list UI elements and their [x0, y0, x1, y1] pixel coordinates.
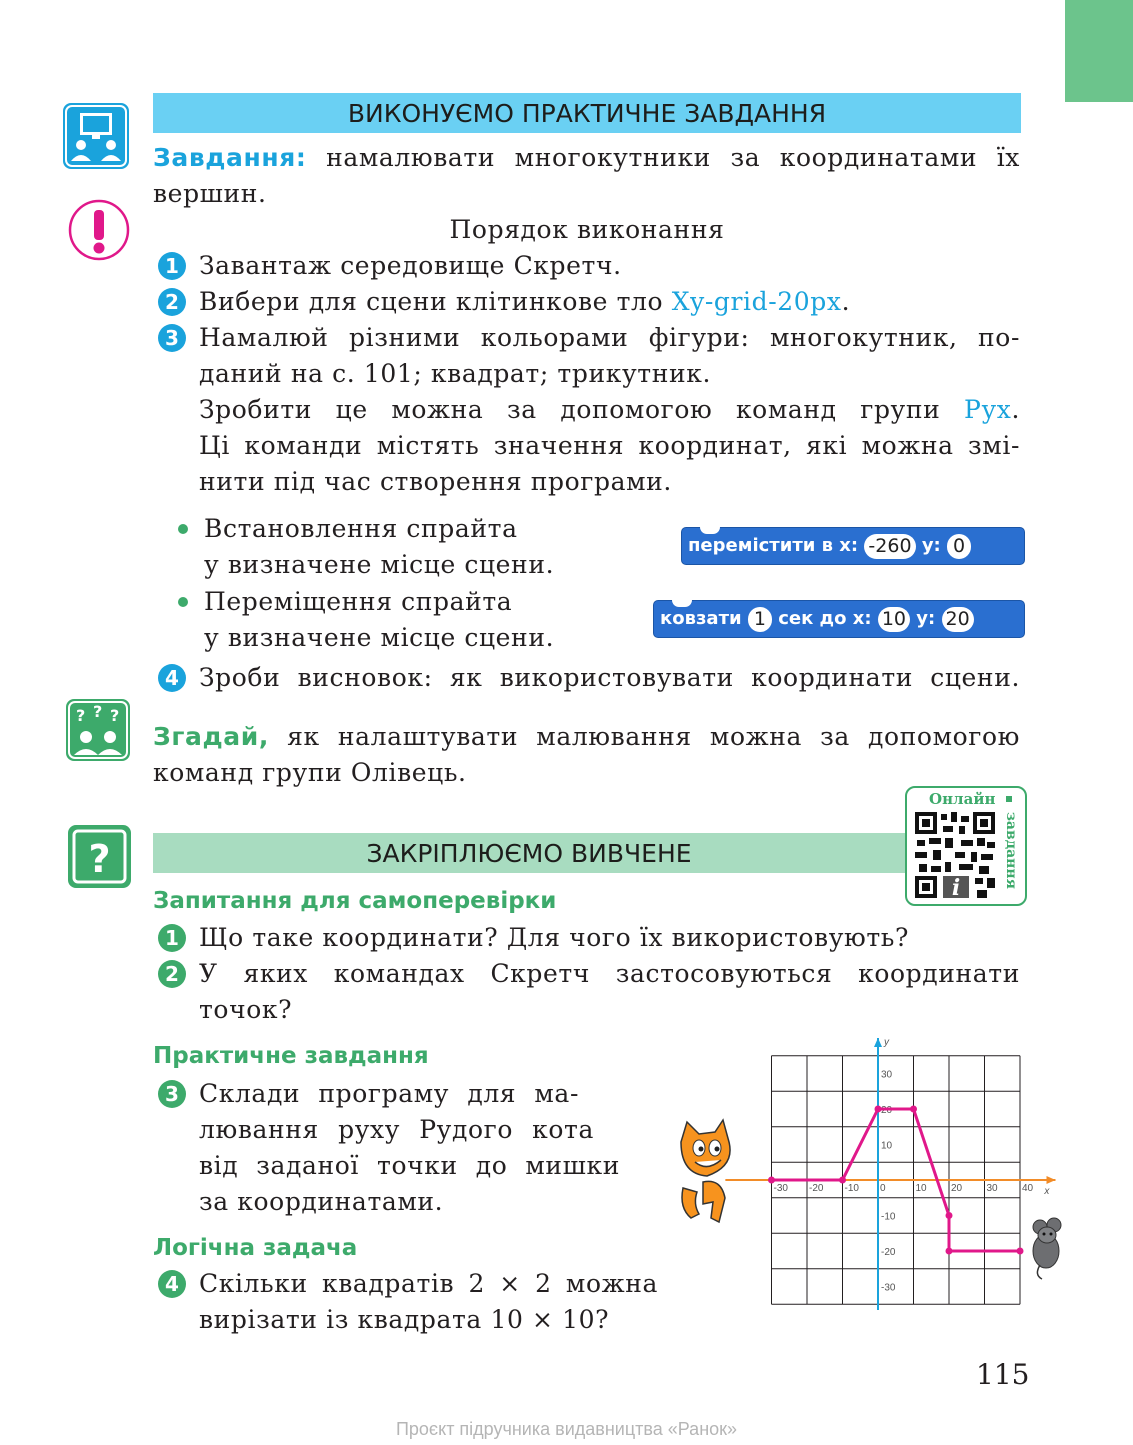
path-point	[839, 1177, 846, 1184]
corner-tab	[1065, 0, 1133, 102]
y-axis-label: y	[884, 1037, 889, 1049]
logic-line-1: Скільки квадратів 2 × 2 можна	[199, 1269, 658, 1298]
svg-text:?: ?	[110, 706, 120, 725]
path-point	[768, 1177, 775, 1184]
question-icon	[67, 824, 132, 889]
bullet-dot	[178, 597, 188, 607]
step-number-2: 2	[158, 288, 186, 316]
question-number-1: 1	[158, 924, 186, 952]
step-3-line-3-post: .	[1011, 395, 1021, 424]
goto-label: перемістити в x:	[688, 535, 859, 556]
y-axis-arrow	[874, 1038, 882, 1047]
bullet-dot	[178, 524, 188, 534]
goto-x-value: -260	[864, 534, 915, 559]
question-number-2: 2	[158, 960, 186, 988]
bullet-2-line-2: у визначене місце сцени.	[204, 623, 555, 652]
glide-x-label: сек до x:	[778, 608, 872, 629]
y-tick-label: -10	[881, 1211, 896, 1223]
section-banner-practical: ВИКОНУЄМО ПРАКТИЧНЕ ЗАВДАННЯ	[153, 93, 1021, 133]
logic-heading: Логічна задача	[153, 1235, 358, 1261]
step-number-4: 4	[158, 664, 186, 692]
question-1-text: Що таке координати? Для чого їх використовують?	[199, 923, 910, 952]
selfcheck-heading: Запитання для самоперевірки	[153, 888, 557, 914]
svg-text:?: ?	[76, 706, 86, 725]
path-point	[1017, 1248, 1024, 1255]
y-tick-label: 20	[881, 1105, 893, 1116]
online-label: Онлайн	[929, 790, 996, 808]
goto-y-value: 0	[947, 534, 971, 559]
x-tick-label: 10	[915, 1183, 927, 1194]
footer-note: Проєкт підручника видавництва «Ранок»	[395, 1419, 738, 1439]
step-number-3: 3	[158, 324, 186, 352]
x-tick-label: 40	[1022, 1183, 1034, 1194]
step-1-text: Завантаж середовище Скретч.	[199, 251, 622, 280]
step-3-line-1: Намалюй різними кольорами фігури: многокутник, по-	[199, 323, 1020, 352]
x-axis-label: x	[1044, 1186, 1050, 1197]
bullet-1-line-2: у визначене місце сцени.	[204, 550, 555, 579]
question-2-line-1: У яких командах Скретч застосовуються координати	[199, 959, 1020, 988]
remember-line-1	[153, 719, 1020, 755]
exclamation-icon	[68, 199, 130, 261]
task-label: Завдання:	[153, 143, 307, 172]
x-tick-label: 30	[986, 1183, 998, 1194]
practical-line-2: лювання руху Рудого кота	[199, 1115, 594, 1144]
y-tick-label: -30	[881, 1282, 896, 1294]
tick-labels	[774, 1037, 1051, 1293]
x-tick-label: -10	[844, 1183, 859, 1194]
cat-sprite-icon	[681, 1120, 730, 1222]
remember-line-2: команд групи Олівець.	[153, 758, 467, 787]
glide-secs-value: 1	[748, 607, 772, 632]
y-tick-label: -20	[881, 1247, 896, 1258]
y-tick-label: 10	[881, 1140, 893, 1152]
mouse-sprite-icon	[1033, 1218, 1061, 1279]
goto-y-label: y:	[921, 535, 941, 556]
order-title: Порядок виконання	[449, 215, 725, 244]
glide-y-label: y:	[916, 608, 936, 629]
block-notch	[700, 527, 720, 534]
practical-line-3: від заданої точки до мишки	[199, 1151, 620, 1180]
online-side-label: завдання	[1003, 812, 1019, 889]
motion-group-link: Рух	[964, 395, 1012, 424]
online-task-qr-box[interactable]	[905, 786, 1027, 906]
path-point	[910, 1106, 917, 1113]
path-point	[946, 1248, 953, 1255]
step-3-line-5: нити під час створення програми.	[199, 467, 672, 496]
path-point	[875, 1106, 882, 1113]
step-3-line-2: даний на с. 101; квадрат; трикутник.	[199, 359, 711, 388]
path-point	[946, 1212, 953, 1219]
remember-text: як налаштувати малювання можна за допомогою	[287, 722, 1020, 751]
practical-line-4: за координатами.	[199, 1187, 444, 1216]
question-number-3: 3	[158, 1080, 186, 1108]
question-number-4: 4	[158, 1270, 186, 1298]
step-2-pre: Вибери для сцени клітинкове тло	[199, 287, 664, 316]
step-3-line-3	[199, 392, 1020, 428]
step-3-line-3-pre: Зробити це можна за допомогою команд групи	[199, 395, 941, 424]
practical-heading: Практичне завдання	[153, 1043, 429, 1069]
x-axis-arrow	[1047, 1176, 1056, 1184]
qr-code-icon	[915, 812, 995, 898]
bullet-2-line-1: Переміщення спрайта	[204, 587, 513, 616]
glide-y-value: 20	[942, 607, 974, 632]
task-line-2: вершин.	[153, 179, 267, 208]
section-banner-review: ЗАКРІПЛЮЄМО ВИВЧЕНЕ	[153, 833, 905, 873]
x-tick-label: 0	[880, 1183, 886, 1194]
coordinate-chart	[665, 1030, 1075, 1310]
task-line-1	[153, 140, 1020, 176]
practical-line-1: Склади програму для ма-	[199, 1079, 579, 1108]
backdrop-name-link: Xy-grid-20px	[671, 287, 842, 316]
step-3-line-4: Ці команди містять значення координат, які можна змі-	[199, 431, 1020, 460]
svg-text:?: ?	[93, 702, 103, 721]
step-2-post: .	[841, 287, 851, 316]
svg-text:?: ?	[88, 837, 111, 881]
glide-block	[653, 600, 1025, 638]
logic-line-2: вирізати із квадрата 10 × 10?	[199, 1305, 610, 1334]
question-2-line-2: точок?	[199, 995, 293, 1024]
x-tick-label: 20	[951, 1183, 963, 1194]
step-4-text: Зроби висновок: як використовувати координати сцени.	[199, 663, 1020, 692]
step-2-text	[199, 284, 850, 320]
x-tick-label: -30	[773, 1183, 788, 1194]
task-text: намалювати многокутники за координатами їх	[326, 143, 1020, 172]
thinking-pupils-icon	[66, 699, 130, 761]
goto-xy-block	[681, 527, 1025, 565]
remember-label: Згадай,	[153, 722, 269, 751]
step-number-1: 1	[158, 252, 186, 280]
glide-label: ковзати	[660, 608, 742, 629]
online-dot	[1006, 796, 1012, 802]
x-tick-label: -20	[809, 1183, 824, 1194]
computer-class-icon	[63, 103, 129, 169]
y-tick-label: 30	[881, 1069, 893, 1081]
glide-x-value: 10	[878, 607, 910, 632]
bullet-1-line-1: Встановлення спрайта	[204, 514, 518, 543]
page-number: 115	[976, 1358, 1030, 1391]
svg-text:i: i	[951, 875, 961, 898]
block-notch	[672, 600, 692, 607]
